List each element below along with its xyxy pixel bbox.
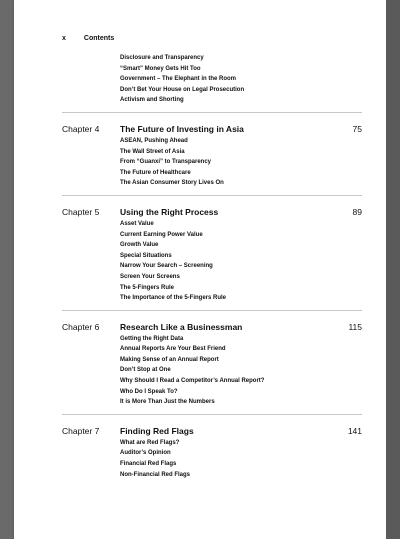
viewer-background-left xyxy=(0,0,14,539)
chapter-number: Chapter 4 xyxy=(62,123,100,134)
toc-subentry: Don’t Stop at One xyxy=(120,367,171,374)
chapter-page: 89 xyxy=(352,206,362,217)
toc-subentry: The Asian Consumer Story Lives On xyxy=(120,180,224,187)
chapter-page: 115 xyxy=(348,321,362,332)
toc-subentry: Making Sense of an Annual Report xyxy=(120,356,219,363)
chapter-number: Chapter 5 xyxy=(62,206,100,217)
page-number: x xyxy=(62,35,66,42)
toc-subentry: “Smart” Money Gets Hit Too xyxy=(120,65,201,72)
chapter-title: The Future of Investing in Asia xyxy=(120,123,244,134)
document-page xyxy=(14,0,386,539)
toc-subentry: Government – The Elephant in the Room xyxy=(120,76,237,83)
chapter-heading-6 xyxy=(62,310,362,334)
toc-subentry: The Wall Street of Asia xyxy=(120,148,185,155)
intro-list xyxy=(62,53,362,106)
chapter-6-entries xyxy=(62,334,362,408)
toc-subentry: Financial Red Flags xyxy=(120,461,177,468)
chapter-title: Research Like a Businessman xyxy=(120,321,243,332)
toc-subentry: Disclosure and Transparency xyxy=(120,55,204,61)
chapter-number: Chapter 6 xyxy=(62,321,100,332)
chapter-heading-4 xyxy=(62,112,362,136)
chapter-5-entries xyxy=(62,219,362,304)
toc-subentry: Auditor’s Opinion xyxy=(120,450,171,457)
toc-subentry: Asset Value xyxy=(120,220,154,227)
toc-subentry: Who Do I Speak To? xyxy=(120,388,178,395)
chapter-heading-7 xyxy=(62,414,362,438)
toc-subentry: The Importance of the 5-Fingers Rule xyxy=(120,295,227,302)
toc-subentry: Screen Your Screens xyxy=(120,273,180,280)
toc-subentry: Current Earning Power Value xyxy=(120,231,203,238)
toc-subentry: Narrow Your Search – Screening xyxy=(120,263,213,270)
page-header xyxy=(62,35,114,42)
chapter-title: Finding Red Flags xyxy=(120,425,194,436)
chapter-page: 75 xyxy=(352,123,362,134)
toc-subentry: From “Guanxi” to Transparency xyxy=(120,159,212,166)
toc-subentry: Why Should I Read a Competitor’s Annual Report? xyxy=(120,378,265,385)
toc-subentry: ASEAN, Pushing Ahead xyxy=(120,137,188,144)
section-title: Contents xyxy=(83,35,115,42)
chapter-7-entries xyxy=(62,438,362,480)
viewer-background-right xyxy=(386,0,400,539)
toc-subentry: Activism and Shorting xyxy=(120,97,184,104)
toc-subentry: Getting the Right Data xyxy=(120,335,184,342)
toc-subentry: Special Situations xyxy=(120,252,172,259)
toc-subentry: The Future of Healthcare xyxy=(120,169,191,176)
chapter-number: Chapter 7 xyxy=(62,425,100,436)
toc-subentry: What are Red Flags? xyxy=(120,439,180,446)
toc-subentry: Don’t Bet Your House on Legal Prosecution xyxy=(120,86,245,93)
toc-subentry: Growth Value xyxy=(120,242,159,249)
chapter-title: Using the Right Process xyxy=(120,206,219,217)
toc-subentry: It is More Than Just the Numbers xyxy=(120,399,215,406)
chapter-heading-5 xyxy=(62,195,362,219)
toc-subentry: Annual Reports Are Your Best Friend xyxy=(120,346,226,353)
chapter-4-entries xyxy=(62,136,362,189)
chapter-page: 141 xyxy=(347,425,362,436)
table-of-contents xyxy=(62,53,362,480)
toc-subentry: The 5-Fingers Rule xyxy=(120,284,175,291)
toc-subentry: Non-Financial Red Flags xyxy=(120,471,191,478)
